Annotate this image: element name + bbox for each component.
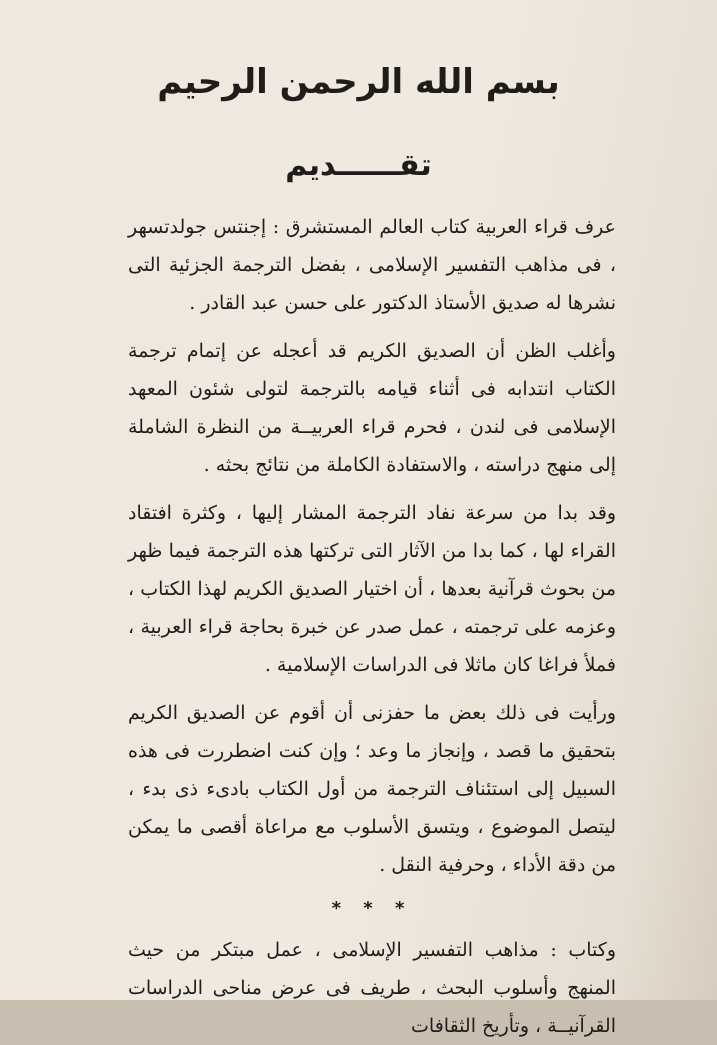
paragraph-3: وقد بدا من سرعة نفاد الترجمة المشار إليها ، وكثرة افتقاد القراء لها ، كما بدا من الآثار التى تركتها هذه الترجمة فيما ظهر من بحوث قرآنية بعدها ، أن اختيار الصديق الكريم لهذا الكتاب ، وعزمه على ترجمته ، عمل صدر عن خبرة بحاجة قراء العربية ، فملأ فراغا كان ماثلا فى الدراسات الإسلامية .: [128, 502, 616, 676]
section-separator: * * *: [331, 898, 413, 919]
paragraph-2: وأغلب الظن أن الصديق الكريم قد أعجله عن إتمام ترجمة الكتاب انتدابه فى أثناء قيامه بالترجمة لتولى شئون المعهد الإسلامى فى لندن ، فحرم قراء العربيــة من النظرة الشاملة إلى منهج دراسته ، والاستفادة الكاملة من نتائج بحثه .: [128, 340, 616, 476]
paragraph-4: ورأيت فى ذلك بعض ما حفزنى أن أقوم عن الصديق الكريم بتحقيق ما قصد ، وإنجاز ما وعد ؛ وإن كنت اضطررت فى هذه السبيل إلى استئناف الترجمة من أول الكتاب بادىء ذى بدء ، ليتصل الموضوع ، ويتسق الأسلوب مع مراعاة أقصى ما يمكن من دقة الأداء ، وحرفية النقل .: [128, 702, 616, 876]
basmala: بسم الله الرحمن الرحيم: [157, 62, 560, 102]
page-body: [128, 208, 616, 1045]
paragraph-1: عرف قراء العربية كتاب العالم المستشرق : إجنتس جولدتسهر ، فى مذاهب التفسير الإسلامى ، بفضل الترجمة الجزئية التى نشرها له صديق الأستاذ الدكتور على حسن عبد القادر .: [128, 216, 616, 314]
closing-paragraph: وكتاب : مذاهب التفسير الإسلامى ، عمل مبتكر من حيث المنهج وأسلوب البحث ، طريف فى عرض مناحى الدراسات القرآنيــة ، وتأريخ الثقافات: [128, 939, 616, 1037]
page-heading: تقــــــديم: [285, 148, 432, 183]
